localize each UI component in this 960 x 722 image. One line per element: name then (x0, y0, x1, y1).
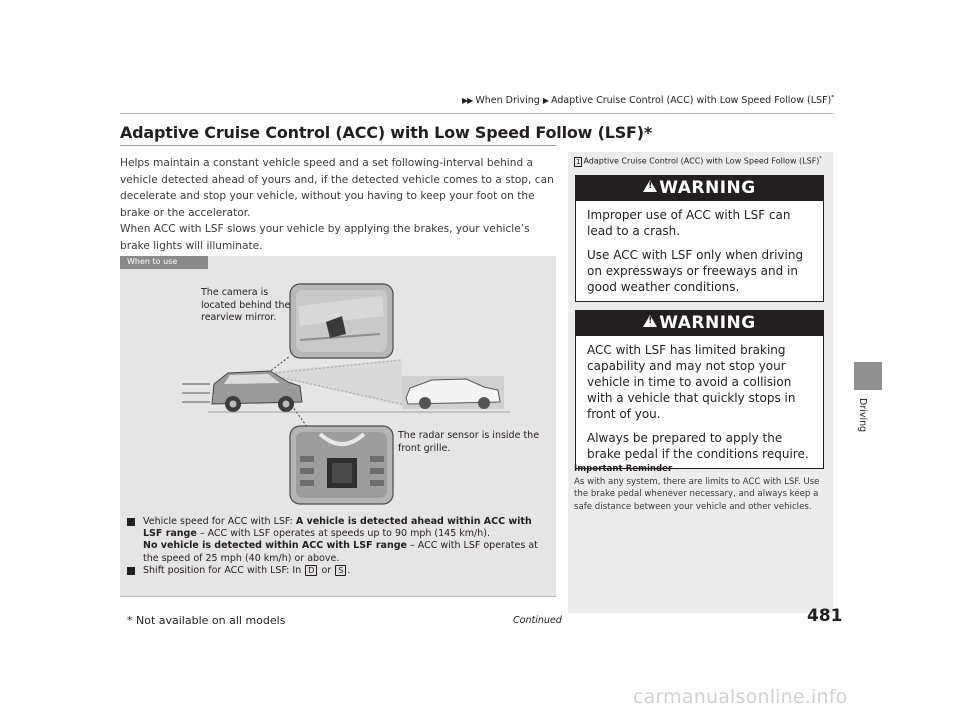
page-number: 481 (807, 606, 843, 626)
intro-text (120, 155, 560, 254)
intro-paragraph-2: When ACC with LSF slows your vehicle by applying the brakes, your vehicle’s brake lights will illuminate. (120, 223, 530, 252)
bullet-square-icon (127, 518, 135, 526)
sidebar-title (574, 156, 822, 166)
motion-lines (182, 384, 210, 402)
warning-body-1 (576, 201, 823, 301)
speed-spec-case-a-text: – ACC with LSF operates at speeds up to 90 mph (145 km/h). (196, 528, 490, 540)
shift-spec (127, 565, 551, 577)
breadcrumb (462, 94, 834, 106)
warning-label-2: WARNING (659, 313, 756, 333)
bullet-square-icon (127, 567, 135, 575)
sidebar-notes (568, 152, 833, 613)
key-s: S (335, 565, 346, 576)
shift-spec-label: Shift position for ACC with LSF: In (143, 564, 305, 576)
key-d: D (305, 565, 317, 576)
title-divider (120, 145, 556, 146)
sidebar-marker: * (819, 156, 822, 162)
speed-spec-case-a: A vehicle is detected ahead within ACC with LSF range (143, 516, 532, 540)
lead-vehicle-image (402, 376, 504, 409)
radar-caption: The radar sensor is inside the front grille. (398, 430, 540, 454)
breadcrumb-arrow-icon: ▶ (542, 96, 549, 106)
camera-caption: The camera is located behind the rearview mirror. (201, 287, 291, 323)
section-tab[interactable] (854, 362, 882, 390)
warning-triangle-icon (643, 180, 657, 192)
panel-bottom-rule (120, 596, 556, 597)
warning-box-2 (575, 310, 824, 469)
warning-header-2 (576, 311, 823, 336)
camera-inset-image (290, 284, 393, 358)
sidebar-title-text: Adaptive Cruise Control (ACC) with Low Speed Follow (LSF) (583, 156, 820, 166)
footnote: * Not available on all models (127, 614, 286, 627)
breadcrumb-part-1[interactable]: When Driving (475, 95, 540, 107)
acc-illustration (120, 256, 556, 516)
speed-spec (127, 516, 551, 565)
warning-1-text-1: Improper use of ACC with LSF can lead to a crash. (587, 208, 791, 238)
when-to-use-tab: When to use (120, 256, 208, 269)
shift-spec-or: or (318, 564, 335, 576)
breadcrumb-marker: * (831, 94, 835, 101)
watermark: carmanualsonline.info (633, 686, 848, 708)
page-title: Adaptive Cruise Control (ACC) with Low Speed Follow (LSF)* (120, 123, 653, 142)
continued-label: Continued (513, 615, 562, 626)
reminder-text: As with any system, there are limits to ACC with LSF. Use the brake pedal whenever necessary, and always keep a safe distance between your vehicle and other vehicles. (574, 476, 820, 512)
reminder-heading: Important Reminder (574, 464, 673, 474)
intro-paragraph-1: Helps maintain a constant vehicle speed and a set following-interval behind a vehicle detected ahead of yours and, if the detected vehicle comes to a stop, can decelerate and stop your vehicle, without you having to keep your foot on the brake or the accelerator. (120, 157, 554, 219)
warning-header-1 (576, 176, 823, 201)
section-label: Driving (857, 398, 868, 433)
speed-spec-case-b-text: – ACC with LSF operates at the speed of 25 mph (40 km/h) or above. (143, 540, 538, 564)
breadcrumb-part-2[interactable]: Adaptive Cruise Control (ACC) with Low Speed Follow (LSF) (551, 95, 832, 107)
warning-triangle-icon (643, 315, 657, 327)
warning-2-text-2: Always be prepared to apply the brake pedal if the conditions require. (587, 431, 809, 461)
when-to-use-panel (120, 256, 556, 597)
warning-body-2 (576, 336, 823, 468)
important-reminder (574, 463, 828, 513)
radar-inset-image (290, 426, 393, 504)
header-divider (120, 113, 833, 114)
warning-box-1 (575, 175, 824, 302)
usage-specs (127, 516, 551, 577)
warning-label-1: WARNING (659, 178, 756, 198)
shift-spec-end: . (347, 564, 351, 576)
ref-number: 1 (576, 157, 581, 166)
speed-spec-label: Vehicle speed for ACC with LSF: (143, 516, 296, 527)
speed-spec-case-b: No vehicle is detected within ACC with LSF range (143, 540, 407, 552)
breadcrumb-arrow-icon: ▶▶ (462, 96, 473, 106)
warning-1-text-2: Use ACC with LSF only when driving on expressways or freeways and in good weather conditions. (587, 248, 804, 294)
warning-2-text-1: ACC with LSF has limited braking capability and may not stop your vehicle in time to avoid a collision with a vehicle that quickly stops in front of you. (587, 343, 796, 421)
